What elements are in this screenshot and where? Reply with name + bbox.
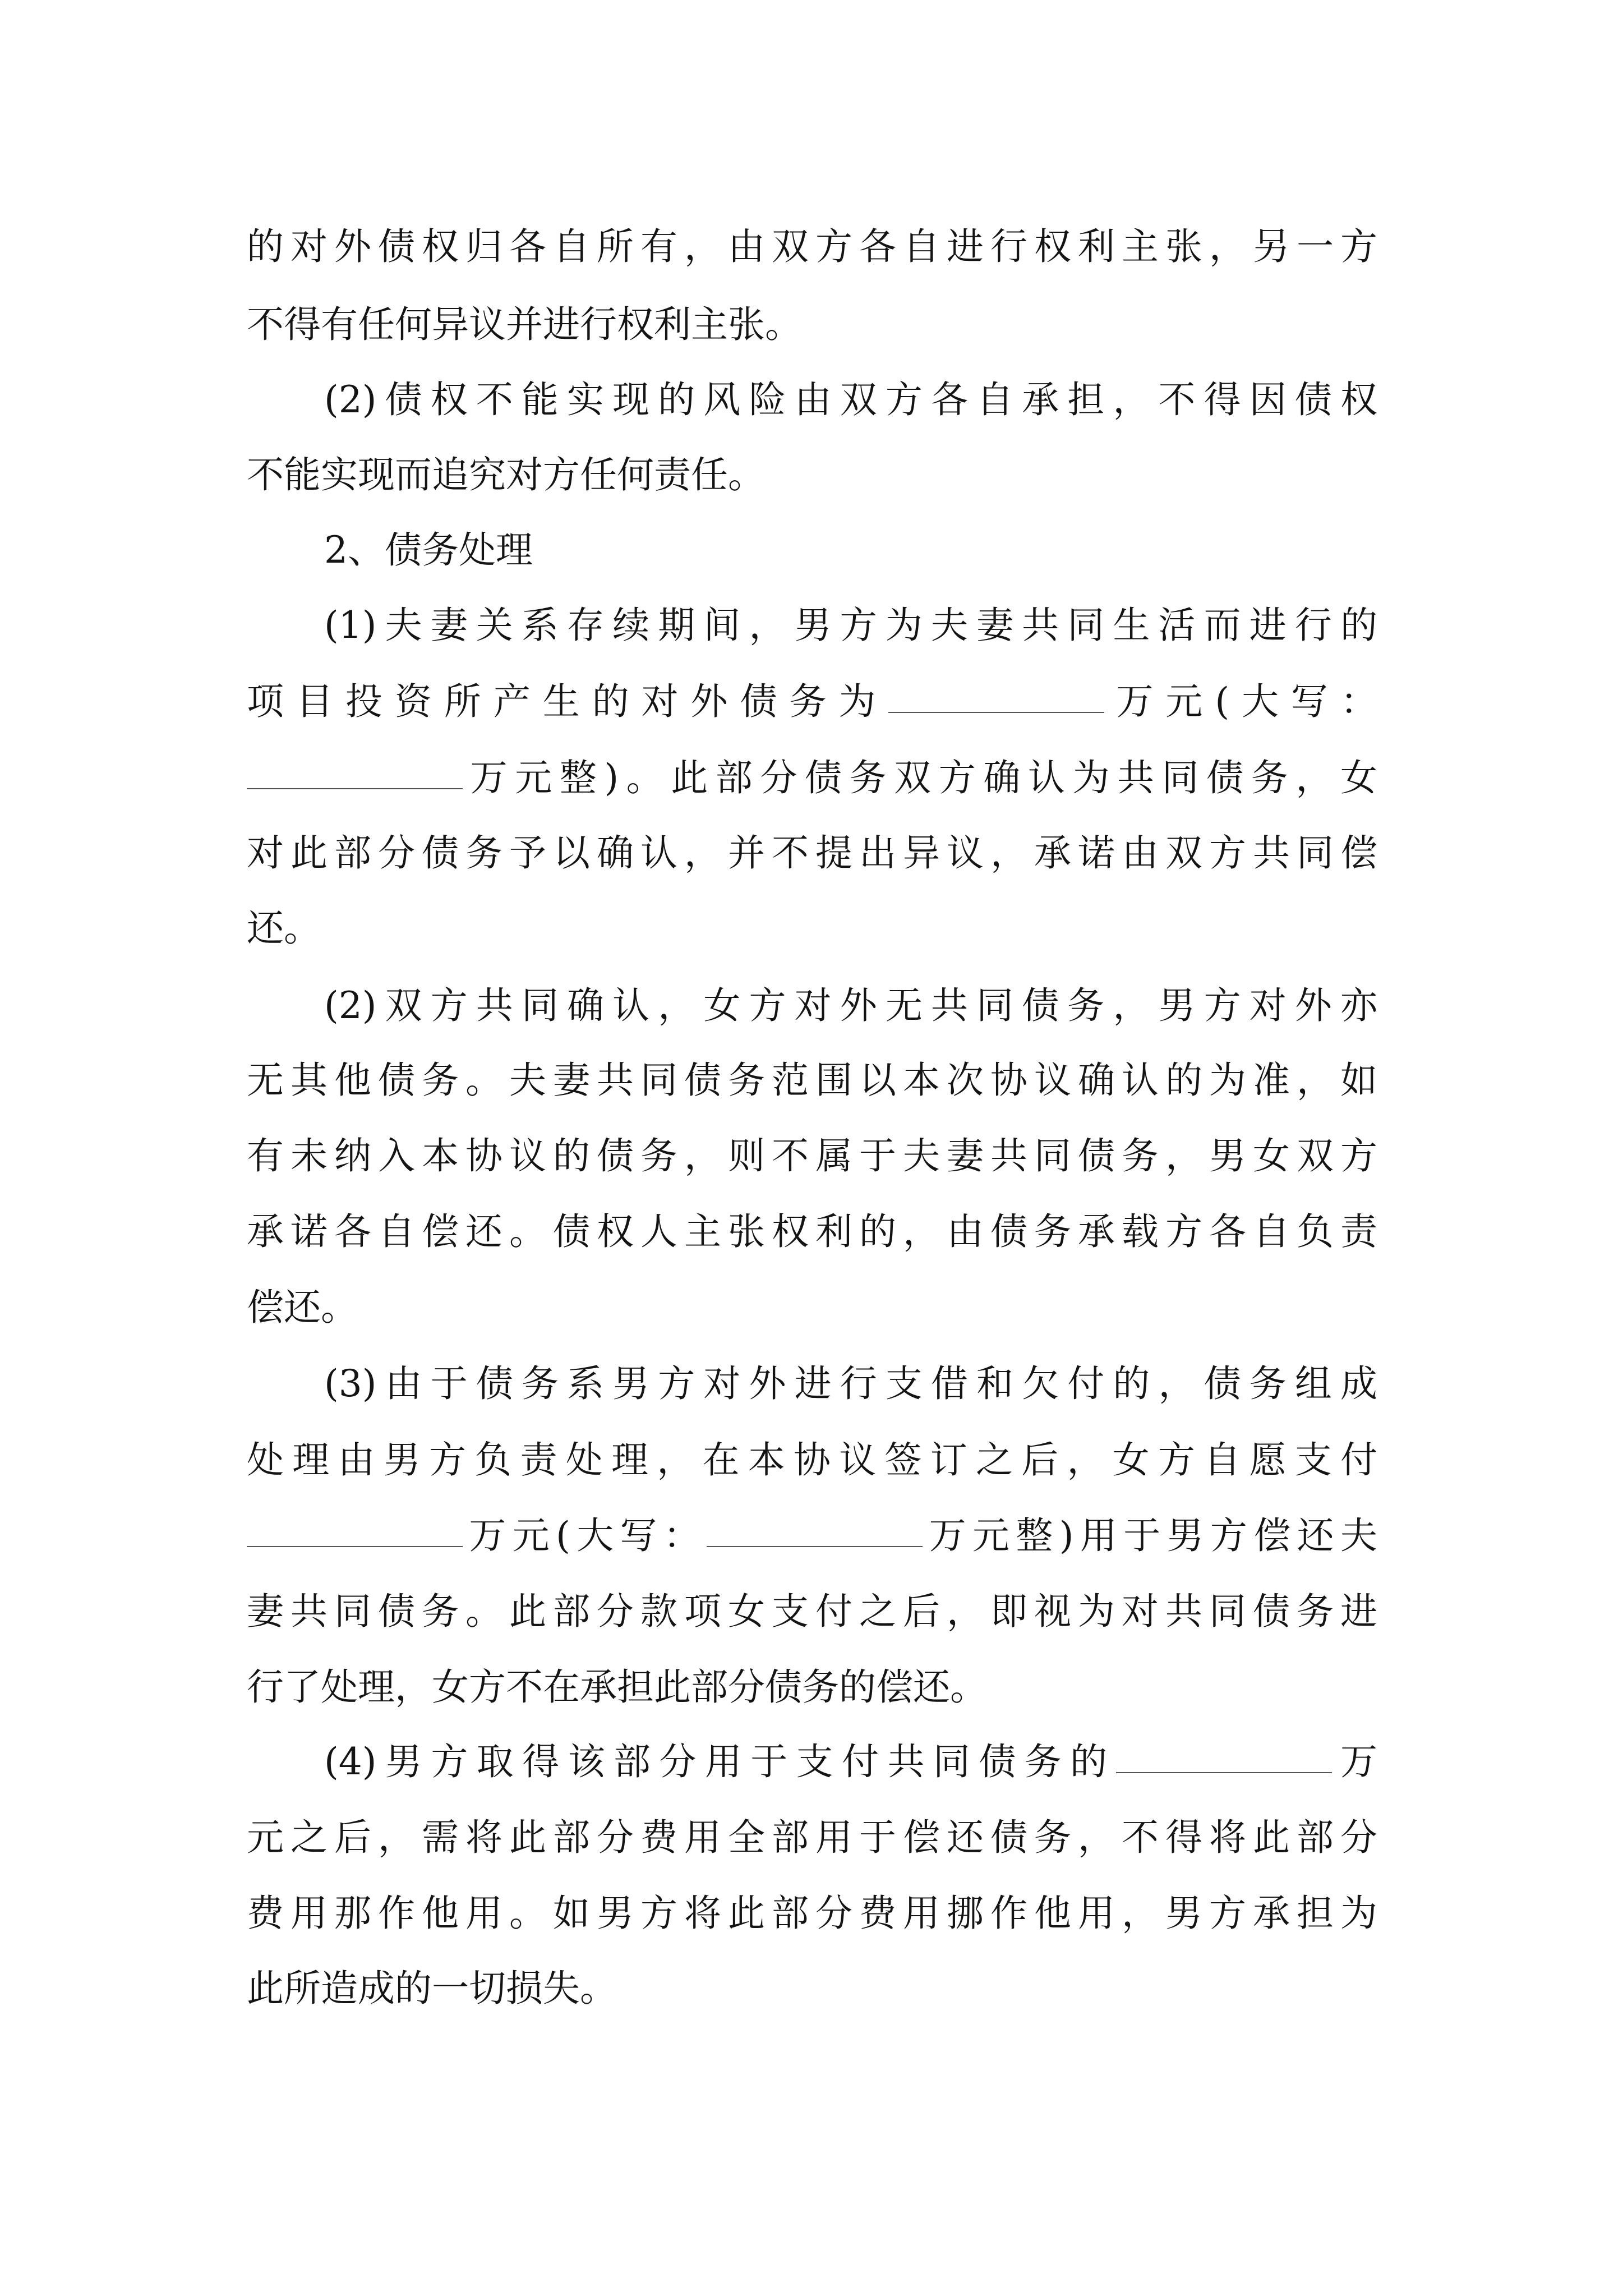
fill-in-blank[interactable]	[1116, 1738, 1332, 1773]
paragraph-line	[324, 1735, 1377, 1789]
fill-in-blank[interactable]	[888, 678, 1104, 713]
text-run: 行了处理，女方不在承担此部分债务的偿还。	[247, 1665, 987, 1709]
text-run: 此所造成的一切损失。	[247, 1967, 617, 2010]
text-line	[247, 1053, 1377, 1107]
paragraph-line	[324, 373, 1377, 427]
text-run: 处理由男方负责处理，在本协议签订之后，女方自愿支付	[247, 1438, 1377, 1481]
text-line	[247, 298, 1377, 352]
text-line	[247, 1962, 1377, 2016]
text-run: 费用那作他用。如男方将此部分费用挪作他用，男方承担为	[247, 1892, 1377, 1935]
text-line	[247, 1129, 1377, 1183]
text-run: 元之后，需将此部分费用全部用于偿还债务，不得将此部分	[247, 1816, 1377, 1859]
fill-in-blank[interactable]	[247, 754, 463, 789]
text-run: 不能实现而追究对方任何责任。	[247, 453, 765, 496]
fill-in-blank[interactable]	[247, 1512, 463, 1547]
text-run: 有未纳入本协议的债务，则不属于夫妻共同债务，男女双方	[247, 1134, 1377, 1177]
text-run: 妻共同债务。此部分款项女支付之后，即视为对共同债务进	[247, 1590, 1377, 1633]
paragraph-line	[324, 599, 1377, 652]
text-run: 的对外债权归各自所有，由双方各自进行权利主张，另一方	[247, 225, 1377, 268]
text-run: 万元(大写：	[1104, 680, 1377, 723]
text-run: (4)男方取得该部分用于支付共同债务的	[324, 1740, 1116, 1783]
text-line	[247, 1281, 1377, 1335]
text-run: 偿还。	[247, 1286, 358, 1329]
text-run: 万元(大写：	[463, 1514, 707, 1557]
text-run: 万元整)用于男方偿还夫	[923, 1514, 1377, 1557]
paragraph-line	[324, 979, 1377, 1033]
text-run: 对此部分债务予以确认，并不提出异议，承诺由双方共同偿	[247, 831, 1377, 875]
text-line	[247, 1660, 1377, 1714]
text-line	[247, 1433, 1377, 1487]
text-run: 不得有任何异议并进行权利主张。	[247, 303, 802, 346]
text-line	[247, 675, 1377, 729]
text-run: 无其他债务。夫妻共同债务范围以本次协议确认的为准，如	[247, 1059, 1377, 1102]
text-run: 万	[1331, 1740, 1377, 1783]
text-run: 还。	[247, 907, 321, 950]
text-run: (2)双方共同确认，女方对外无共同债务，男方对外亦	[324, 984, 1377, 1027]
text-line	[247, 1811, 1377, 1865]
text-run: 项目投资所产生的对外债务为	[247, 680, 888, 723]
text-line	[247, 448, 1377, 502]
text-line	[247, 220, 1377, 274]
text-line	[247, 1887, 1377, 1940]
text-run: (2)债权不能实现的风险由双方各自承担，不得因债权	[324, 378, 1377, 421]
text-line	[247, 1585, 1377, 1639]
paragraph-line	[324, 1357, 1377, 1411]
text-line	[247, 1509, 1377, 1563]
text-line	[247, 826, 1377, 880]
text-run: (3)由于债务系男方对外进行支借和欠付的，债务组成	[324, 1362, 1377, 1405]
text-run: 万元整)。此部分债务双方确认为共同债务，女	[463, 756, 1377, 799]
text-run: 承诺各自偿还。债权人主张权利的，由债务承载方各自负责	[247, 1210, 1377, 1253]
fill-in-blank[interactable]	[707, 1512, 923, 1547]
text-line	[247, 901, 1377, 955]
text-run: (1)夫妻关系存续期间，男方为夫妻共同生活而进行的	[324, 604, 1377, 647]
text-run: 2、债务处理	[324, 528, 533, 572]
section-heading	[324, 523, 1377, 577]
text-line	[247, 1205, 1377, 1259]
text-line	[247, 751, 1377, 805]
